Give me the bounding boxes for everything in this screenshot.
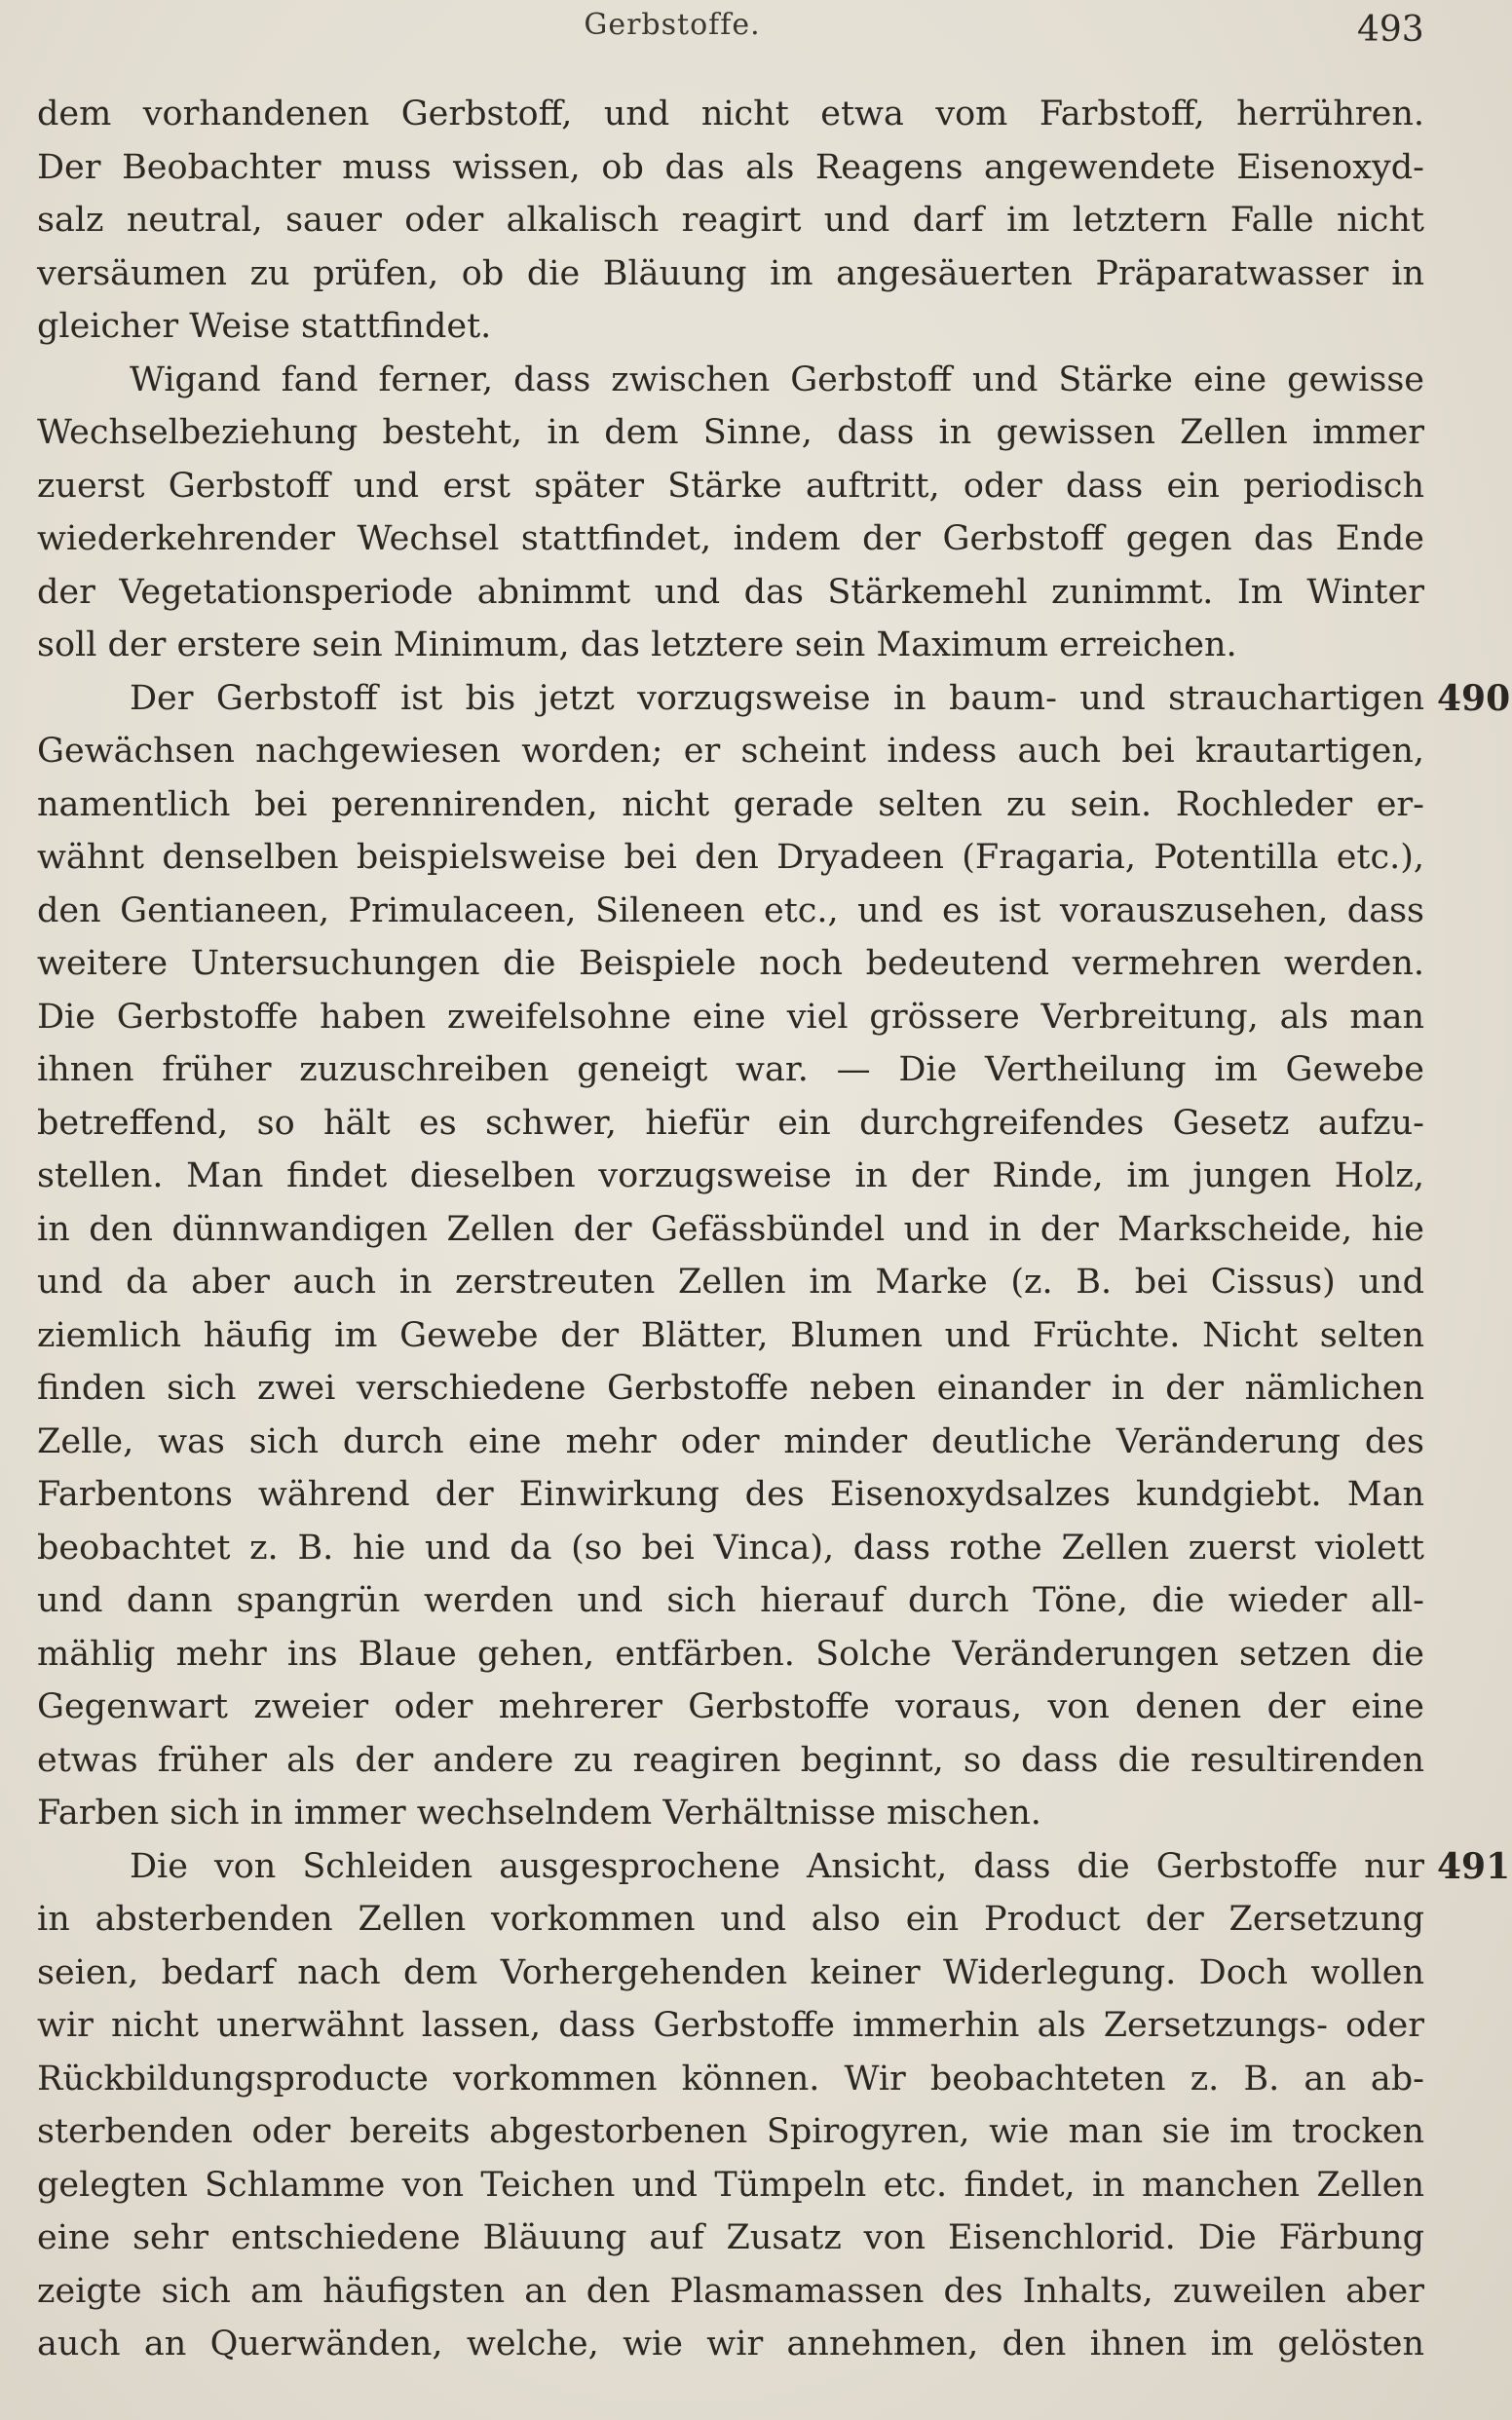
text-line: Die Gerbstoffe haben zweifelsohne eine viel grössere Verbreitung, als man (37, 997, 1424, 1037)
text-line: Farben sich in immer wechselndem Verhältnisse mischen. (37, 1794, 1041, 1833)
text-line: auch an Querwänden, welche, wie wir annehmen, den ihnen im gelösten (37, 2325, 1424, 2363)
text-line: finden sich zwei verschiedene Gerbstoffe neben einander in der nämlichen (37, 1369, 1424, 1408)
text-line: ziemlich häufig im Gewebe der Blätter, Blumen und Früchte. Nicht selten (37, 1315, 1424, 1355)
text-line: zuerst Gerbstoff und erst später Stärke auftritt, oder dass ein periodisch (37, 466, 1424, 506)
text-line: sterbenden oder bereits abgestorbenen Spirogyren, wie man sie im trocken (37, 2112, 1424, 2151)
paragraph-3 (37, 672, 1511, 1840)
text-line: namentlich bei perennirenden, nicht gerade selten zu sein. Rochleder er- (37, 784, 1424, 824)
text-line: gleicher Weise stattfindet. (37, 307, 492, 346)
text-line: salz neutral, sauer oder alkalisch reagirt und darf im letztern Falle nicht (37, 201, 1424, 240)
text-line: der Vegetationsperiode abnimmt und das Stärkemehl zunimmt. Im Winter (37, 572, 1424, 612)
text-line: eine sehr entschiedene Bläuung auf Zusatz von Eisenchlorid. Die Färbung (37, 2218, 1424, 2257)
text-line: wähnt denselben beispielsweise bei den Dryadeen (Fragaria, Potentilla etc.), (37, 838, 1424, 877)
text-line: Gegenwart zweier oder mehrerer Gerbstoffe voraus, von denen der eine (37, 1687, 1424, 1726)
text-line: Gewächsen nachgewiesen worden; er scheint indess auch bei krautartigen, (37, 732, 1424, 771)
text-line: soll der erstere sein Minimum, das letztere sein Maximum erreichen. (37, 625, 1237, 664)
text-line: stellen. Man findet dieselben vorzugsweise in der Rinde, im jungen Holz, (37, 1156, 1424, 1195)
text-line: Die von Schleiden ausgesprochene Ansicht, dass die Gerbstoffe nur (130, 1846, 1424, 1886)
text-line: Zelle, was sich durch eine mehr oder minder deutliche Veränderung des (37, 1421, 1424, 1461)
text-line: Rückbildungsproducte vorkommen können. Wir beobachteten z. B. an ab- (37, 2059, 1424, 2099)
text-line: gelegten Schlamme von Teichen und Tümpeln etc. findet, in manchen Zellen (37, 2165, 1424, 2205)
text-line: Wechselbeziehung besteht, in dem Sinne, dass in gewissen Zellen immer (37, 413, 1424, 452)
margin-section-number: 491 (1437, 1845, 1511, 1887)
text-line: betreffend, so hält es schwer, hiefür ein durchgreifendes Gesetz aufzu- (37, 1103, 1424, 1143)
text-line: wir nicht unerwähnt lassen, dass Gerbstoffe immerhin als Zersetzungs- oder (37, 2006, 1424, 2045)
paragraph-1 (37, 88, 1424, 354)
text-line: dem vorhandenen Gerbstoff, und nicht etwa vom Farbstoff, herrühren. (37, 95, 1424, 133)
text-line: versäumen zu prüfen, ob die Bläuung im angesäuerten Präparatwasser in (37, 253, 1424, 293)
text-line: weitere Untersuchungen die Beispiele noch bedeutend vermehren werden. (37, 944, 1424, 983)
text-line: Wigand fand ferner, dass zwischen Gerbstoff und Stärke eine gewisse (130, 359, 1424, 399)
page-number: 493 (1357, 10, 1424, 50)
text-line: etwas früher als der andere zu reagiren beginnt, so dass die resultirenden (37, 1740, 1424, 1780)
text-line: Der Beobachter muss wissen, ob das als Reagens angewendete Eisenoxyd- (37, 147, 1424, 187)
text-line: in absterbenden Zellen vorkommen und also ein Product der Zersetzung (37, 1900, 1424, 1939)
text-line: wiederkehrender Wechsel stattfindet, indem der Gerbstoff gegen das Ende (37, 519, 1424, 558)
text-line: ihnen früher zuzuschreiben geneigt war. — Die Vertheilung im Gewebe (37, 1050, 1424, 1089)
text-line: zeigte sich am häufigsten an den Plasmamassen des Inhalts, zuweilen aber (37, 2271, 1424, 2311)
text-line: den Gentianeen, Primulaceen, Sileneen etc., und es ist vorauszusehen, dass (37, 890, 1424, 930)
text-line: Farbentons während der Einwirkung des Eisenoxydsalzes kundgiebt. Man (37, 1475, 1424, 1514)
paragraph-2 (37, 354, 1424, 672)
text-line: Der Gerbstoff ist bis jetzt vorzugsweise in baum- und strauchartigen (130, 678, 1424, 718)
running-head (0, 4, 1512, 50)
paragraph-4 (37, 1840, 1511, 2371)
text-line: beobachtet z. B. hie und da (so bei Vinca), dass rothe Zellen zuerst violett (37, 1528, 1424, 1568)
margin-section-number: 490 (1437, 677, 1511, 719)
text-line: in den dünnwandigen Zellen der Gefässbündel und in der Markscheide, hie (37, 1209, 1424, 1249)
running-title: Gerbstoffe. (584, 8, 761, 42)
body-text (37, 88, 1511, 2371)
text-line: mählig mehr ins Blaue gehen, entfärben. Solche Veränderungen setzen die (37, 1634, 1424, 1674)
text-line: und da aber auch in zerstreuten Zellen im Marke (z. B. bei Cissus) und (37, 1263, 1424, 1302)
text-line: und dann spangrün werden und sich hierauf durch Töne, die wieder all- (37, 1581, 1424, 1620)
text-line: seien, bedarf nach dem Vorhergehenden keiner Widerlegung. Doch wollen (37, 1952, 1424, 1992)
